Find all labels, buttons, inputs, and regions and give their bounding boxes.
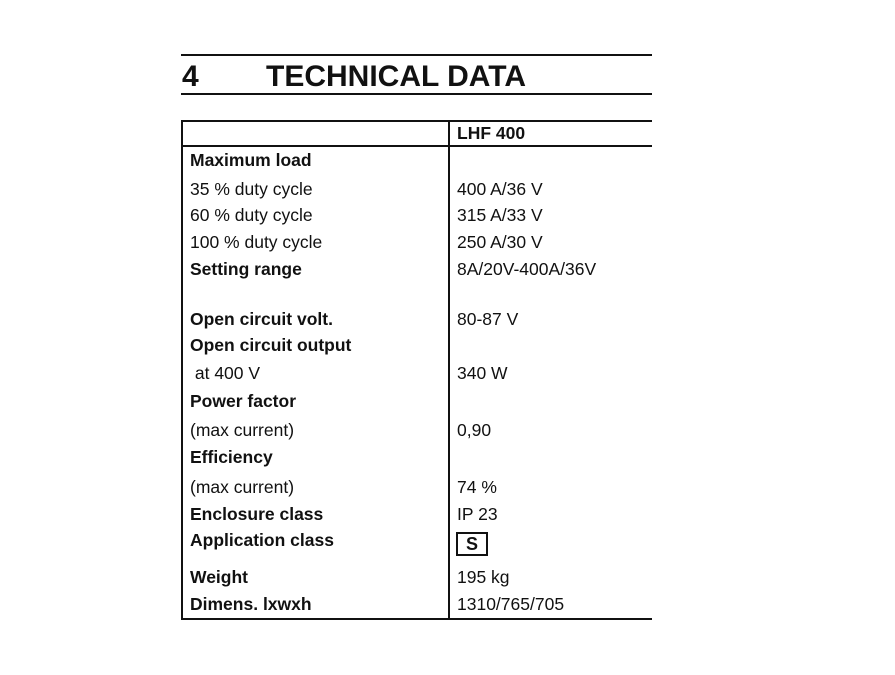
row-label-100-duty: 100 % duty cycle — [190, 232, 323, 252]
application-class-symbol: S — [456, 532, 488, 556]
row-label-efficiency: Efficiency — [190, 447, 273, 467]
row-label-power-factor-max-current: (max current) — [190, 420, 295, 440]
row-value-efficiency: 74 % — [457, 477, 497, 497]
row-label-60-duty: 60 % duty cycle — [190, 205, 313, 225]
table-bottom-border — [181, 618, 652, 620]
row-label-at-400v: at 400 V — [190, 363, 261, 383]
row-label-open-circuit-output: Open circuit output — [190, 335, 352, 355]
technical-data-table — [181, 120, 652, 620]
row-label-maximum-load: Maximum load — [190, 150, 312, 170]
row-label-35-duty: 35 % duty cycle — [190, 179, 313, 199]
row-value-100-duty: 250 A/30 V — [457, 232, 543, 252]
row-value-60-duty: 315 A/33 V — [457, 205, 543, 225]
section-number: 4 — [182, 60, 199, 93]
table-column-divider — [448, 120, 450, 620]
row-value-open-circuit-volt: 80-87 V — [457, 309, 519, 329]
row-value-setting-range: 8A/20V-400A/36V — [457, 259, 597, 279]
row-value-at-400v: 340 W — [457, 363, 508, 383]
row-label-enclosure-class: Enclosure class — [190, 504, 324, 524]
row-label-weight: Weight — [190, 567, 249, 587]
row-value-weight: 195 kg — [457, 567, 510, 587]
table-top-border — [181, 120, 652, 122]
row-label-dimensions: Dimens. lxwxh — [190, 594, 312, 614]
row-value-35-duty: 400 A/36 V — [457, 179, 543, 199]
row-label-application-class: Application class — [190, 530, 334, 550]
table-header-divider — [181, 145, 652, 147]
row-label-efficiency-max-current: (max current) — [190, 477, 295, 497]
column-header-model: LHF 400 — [457, 123, 526, 143]
row-value-dimensions: 1310/765/705 — [457, 594, 565, 614]
section-title: TECHNICAL DATA — [266, 60, 526, 93]
row-label-setting-range: Setting range — [190, 259, 302, 279]
table-left-border — [181, 120, 183, 620]
row-value-enclosure-class: IP 23 — [457, 504, 498, 524]
row-label-open-circuit-volt: Open circuit volt. — [190, 309, 333, 329]
top-rule — [181, 54, 652, 56]
row-label-power-factor: Power factor — [190, 391, 296, 411]
heading-underline — [181, 93, 652, 95]
row-value-power-factor: 0,90 — [457, 420, 492, 440]
